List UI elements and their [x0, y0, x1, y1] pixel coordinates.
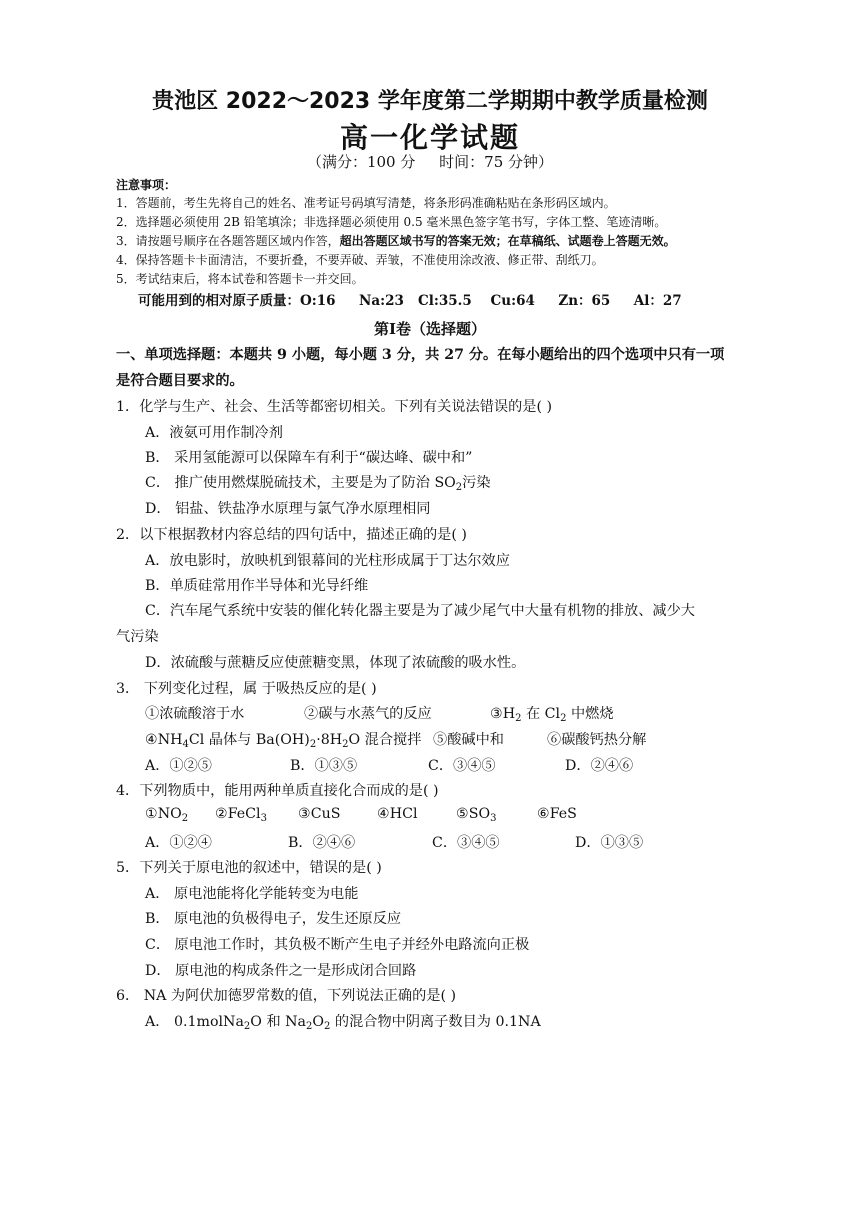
q6-a-text: A． 0.1molNa	[145, 1014, 244, 1030]
q3-item-3-sub1: 2	[515, 713, 522, 724]
q1-stem: 1．化学与生产、社会、生活等都密切相关。下列有关说法错误的是( )	[116, 399, 553, 415]
notice-item-4: 4．保持答题卡卡面清洁，不要折叠，不要弄破、弄皱，不准使用涂改液、修正带、刮纸刀。	[116, 253, 604, 267]
q3-item-4	[145, 729, 421, 749]
q1-option-a: A．液氨可用作制冷剂	[145, 425, 283, 441]
q3-item-3-a: ③H	[490, 706, 516, 722]
q3-item-4-sub3: 2	[342, 739, 349, 750]
q4-item-1-text: ①NO	[145, 806, 182, 822]
q1-option-c	[145, 472, 491, 492]
q6-a-sub3: 2	[324, 1021, 331, 1032]
q6-a-sub1: 2	[243, 1021, 251, 1032]
q3-item-1: ①浓硫酸溶于水	[145, 706, 245, 722]
q4-option-c: C．③④⑤	[432, 835, 500, 851]
q2-option-c-line2: 气污染	[116, 629, 159, 645]
q6-stem: 6． NA 为阿伏加德罗常数的值，下列说法正确的是( )	[116, 988, 457, 1004]
q3-item-3-c: 中燃烧	[566, 706, 614, 722]
section-instruction-line2: 是符合题目要求的。	[116, 373, 244, 389]
q3-item-4-d: O 混合搅拌	[348, 732, 422, 748]
q1-option-b: B． 采用氢能源可以保障车有利于“碳达峰、碳中和”	[145, 450, 473, 466]
q3-item-3-b: 在 Cl	[521, 706, 561, 722]
q6-option-a	[145, 1011, 541, 1031]
q3-item-3	[490, 703, 614, 723]
q5-option-c: C． 原电池工作时，其负极不断产生电子并经外电路流向正极	[145, 937, 530, 953]
q4-item-2-text: ②FeCl	[215, 806, 261, 822]
q4-option-b: B．②④⑥	[288, 835, 356, 851]
q6-a-mid2: O	[312, 1014, 325, 1030]
q4-item-4: ④HCl	[377, 806, 418, 822]
q3-item-4-b: Cl 晶体与 Ba(OH)	[188, 732, 310, 748]
q2-option-c-line1: C．汽车尾气系统中安装的催化转化器主要是为了减少尾气中大量有机物的排放、减少大	[145, 603, 695, 619]
exam-title-line1: 贵池区 2022～2023 学年度第二学期期中教学质量检测	[152, 89, 708, 114]
q5-option-a: A． 原电池能将化学能转变为电能	[145, 886, 359, 902]
q4-item-5-sub: 3	[490, 813, 497, 824]
q4-item-1	[145, 806, 188, 822]
q1-c-text: C． 推广使用燃煤脱硫技术，主要是为了防治 SO	[145, 475, 456, 491]
notice-heading: 注意事项：	[116, 178, 177, 192]
q2-option-d: D．浓硫酸与蔗糖反应使蔗糖变黑，体现了浓硫酸的吸水性。	[145, 655, 526, 671]
q3-item-4-a: ④NH	[145, 732, 183, 748]
q3-stem: 3． 下列变化过程，属 于吸热反应的是( )	[116, 681, 377, 697]
notice-item-5: 5．考试结束后，将本试卷和答题卡一并交回。	[116, 272, 364, 286]
exam-score-time: （满分：100 分 时间：75 分钟）	[306, 153, 554, 171]
q1-option-d: D． 铝盐、铁盐净水原理与氯气净水原理相同	[145, 501, 431, 517]
q3-option-b: B．①③⑤	[290, 758, 358, 774]
q3-item-5: ⑤酸碱中和	[433, 732, 504, 748]
notice-item-3-bold: 超出答题区域书写的答案无效；在草稿纸、试题卷上答题无效。	[339, 234, 676, 248]
q1-c-sub: 2	[455, 482, 463, 493]
notice-item-1: 1．答题前，考生先将自己的姓名、准考证号码填写清楚，将条形码准确粘贴在条形码区域内。	[116, 196, 616, 210]
q2-stem: 2．以下根据教材内容总结的四句话中，描述正确的是( )	[116, 527, 467, 543]
q3-item-3-sub2: 2	[560, 713, 567, 724]
q4-item-2	[215, 806, 267, 822]
q1-c-post: 污染	[462, 475, 491, 491]
q3-item-4-sub1: 4	[182, 739, 189, 750]
q3-item-4-sub2: 2	[309, 739, 317, 750]
q3-option-a: A．①②⑤	[145, 758, 212, 774]
q6-a-mid1: O 和 Na	[250, 1014, 307, 1030]
q4-option-d: D．①③⑤	[575, 835, 644, 851]
q2-option-a: A．放电影时，放映机到银幕间的光柱形成属于丁达尔效应	[145, 553, 510, 569]
q3-item-4-c: ·8H	[316, 732, 343, 748]
section-instruction-line1: 一、单项选择题：本题共 9 小题，每小题 3 分，共 27 分。在每小题给出的四个选项中只有一项	[116, 347, 725, 363]
q4-item-5-text: ⑤SO	[456, 806, 491, 822]
q3-option-c: C．③④⑤	[428, 758, 496, 774]
q4-item-5	[456, 806, 496, 822]
q3-option-d: D．②④⑥	[565, 758, 634, 774]
q5-option-d: D． 原电池的构成条件之一是形成闭合回路	[145, 963, 417, 979]
q5-stem: 5．下列关于原电池的叙述中，错误的是( )	[116, 860, 382, 876]
q3-item-6: ⑥碳酸钙热分解	[547, 732, 647, 748]
atomic-masses: 可能用到的相对原子质量：O:16 Na:23 Cl:35.5 Cu:64 Zn：65 Al：27	[138, 293, 682, 309]
q4-item-2-sub: 3	[260, 813, 267, 824]
q2-option-b: B．单质硅常用作半导体和光导纤维	[145, 578, 369, 594]
q6-a-post: 的混合物中阴离子数目为 0.1NA	[330, 1014, 541, 1030]
notice-item-3	[116, 232, 676, 249]
q5-option-b: B． 原电池的负极得电子，发生还原反应	[145, 911, 402, 927]
q3-item-2: ②碳与水蒸气的反应	[304, 706, 432, 722]
q4-option-a: A．①②④	[145, 835, 212, 851]
notice-item-3-text: 3．请按题号顺序在各题答题区域内作答，	[116, 234, 340, 248]
exam-title-line2: 高一化学试题	[339, 121, 520, 154]
q4-item-3: ③CuS	[298, 806, 341, 822]
q4-item-1-sub: 2	[181, 813, 189, 824]
notice-item-2: 2．选择题必须使用 2B 铅笔填涂；非选择题必须使用 0.5 毫米黑色签字笔书写，字体工整、笔迹清晰。	[116, 215, 667, 229]
section-title: 第Ⅰ卷（选择题）	[373, 320, 487, 338]
q4-stem: 4．下列物质中，能用两种单质直接化合而成的是( )	[116, 783, 439, 799]
q4-item-6: ⑥FeS	[537, 806, 577, 822]
q6-a-sub2: 2	[306, 1021, 313, 1032]
